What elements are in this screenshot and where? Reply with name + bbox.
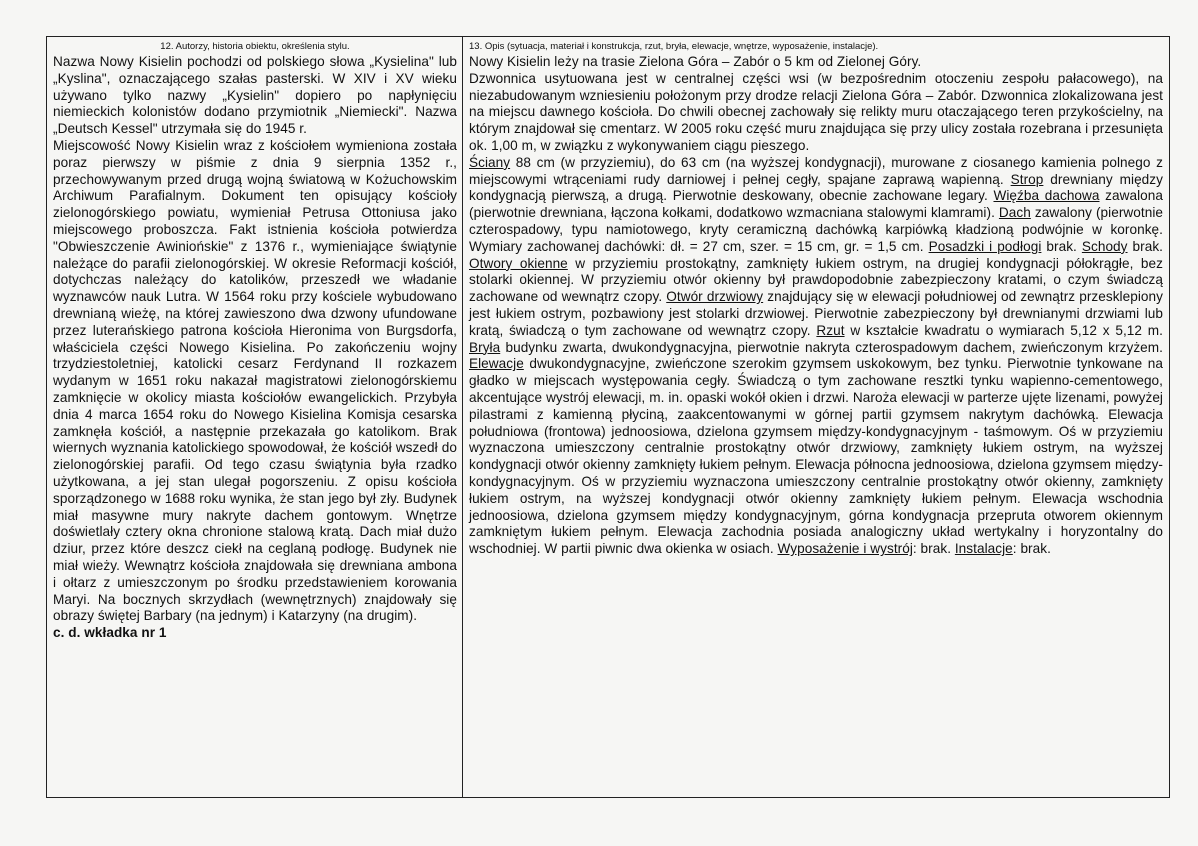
section-term: Wyposażenie i wystrój — [777, 541, 913, 557]
description-text: : brak. — [912, 541, 955, 557]
section-term: Strop — [1010, 171, 1044, 187]
section-13-body — [469, 54, 1163, 558]
section-13-description — [463, 37, 1169, 797]
section-term: Dach — [998, 205, 1031, 221]
description-text: drewniany między kondygnacją pierwszą, a drugą. Pierwotnie deskowany, obecnie zachowane legary. — [469, 171, 1163, 204]
section-term: Otwór drzwiowy — [666, 289, 764, 305]
description-text: 88 cm (w przyziemiu), do 63 cm (na wyższej kondygnacji), murowane z ciosanego kamienia polnego z miejscowymi wtrąceniami rudy darniowej i pełnej cegły, spajane zaprawą wapienną. — [469, 154, 1163, 187]
section-13-header: 13. Opis (sytuacja, materiał i konstrukcja, rzut, bryła, elewacje, wnętrze, wyposażenie, instalacje). — [469, 41, 879, 52]
situation-paragraph: Dzwonnica usytuowana jest w centralnej części wsi (w bezpośrednim otoczeniu zespołu pałacowego), na niezabudowanym wzniesieniu położonym przy drodze relacji Zielona Góra – Zabór. Dzwonnica zlokalizowana jest na miejscu dawnego kościoła. Do chwili obecnej zachowały się relikty muru otaczającego teren przykościelny, na którym znajdował się cmentarz. W 2005 roku część muru znajdująca się przy ulicy została rozebrana i przesunięta ok. 1,00 m, w związku z wykonywaniem ciągu pieszego. — [469, 70, 1163, 153]
description-text: zawalona (pierwotnie drewniana, łączona kołkami, dodatkowo wzmacniana stalowymi klamrami). — [469, 188, 1163, 221]
description-text: znajdujący się w elewacji południowej od zewnątrz przesklepiony jest łukiem ostrym, pozbawiony jest stolarki drzwiowej. Pierwotnie zabezpieczony był drewnianymi drzwiami lub kratą, świadczą o tym zachowane od wewnątrz czopy. — [469, 289, 1163, 338]
description-text: w przyziemiu prostokątny, zamknięty łukiem ostrym, na drugiej kondygnacji półokrągłe, bez stolarki okiennej. W przyziemiu otwór okienny był prawdopodobnie zabezpieczony kratami, o czym świadczą zachowane od wewnątrz czopy. — [469, 255, 1163, 305]
construction-description — [469, 155, 1163, 558]
history-paragraph-2: Miejscowość Nowy Kisielin wraz z kościołem wymieniona została poraz pierwszy w piśmie z dnia 9 sierpnia 1352 r., przechowywanym przed drugą wojną światową w Kożuchowskim Archiwum Parafialnym. Dokument ten opisujący kościoły zielonogórskiego powiatu, wymieniał Petrusa Ottoniusa jako miejscowego proboszcza. Fakt istnienia kościoła potwierdza "Obwieszczenie Awiniońskie" z 1376 r., wymieniające świątynie należące do parafii zielonogórskiej. W okresie Reformacji kościół, dotychczas należący do katolików, przeszedł we władanie wyznawców nauk Lutra. W 1564 roku przy kościele wybudowano drewnianą wieżę, na której zawieszono dwa dzwony ufundowane przez luterańskiego patrona kościoła Hieronima von Burgsdorfa, właściciela części Nowego Kisielina. Po zakończeniu wojny trzydziestoletniej, katolicki cesarz Ferdynand II rozkazem wydanym w 1651 roku nakazał magistratowi zielonogórskiemu zamknięcie w okolicy miasta kościołów ewangelickich. Przybyła dnia 4 marca 1654 roku do Nowego Kisielina Komisja cesarska zamknęła kościół, a następnie przekazała go katolikom. Brak wiernych wyznania katolickiego spowodował, że kościół wszedł do zielonogórskiej parafii. Od tego czasu świątynia była rzadko użytkowana, a jej stan ulegał pogorszeniu. Z opisu kościoła sporządzonego w 1688 roku wynika, że stan jego był zły. Budynek miał masywne mury nakryte dachem gontowym. Wnętrze doświetlały cztery okna chronione stalową kratą. Dach miał dużo dziur, przez które deszcz ciekł na ceglaną podłogę. Budynek nie miał wieży. Wewnątrz kościoła znajdowała się drewniana ambona i ołtarz z umieszczonym po środku przedstawieniem korowania Maryi. Na bocznych skrzydłach (wewnętrznych) znajdowały się obrazy świętej Barbary (na jednym) i Katarzyny (na drugim). — [53, 137, 457, 624]
description-text: dwukondygnacyjne, zwieńczone szerokim gzymsem uskokowym, bez tynku. Pierwotnie tynkowane na gładko w miejscach występowania cegły. Świadczą o tym zachowane resztki tynku wapienno-cementowego, akcentujące wystrój elewacji, m. in. opaski wokół okien i drzwi. Naroża elewacji w parterze ujęte lizenami, powyżej pilastrami z kamienną płyciną, zaakcentowanymi w górnej partii gzymsem nakrytym dachówką. Elewacja południowa (frontowa) jednoosiowa, dzielona gzymsem między-kondygnacyjnym - taśmowym. Oś w przyziemiu wyznaczona umieszczony centralnie prostokątny otwór drzwiowy, zamknięty łukiem ostrym, na wyższej kondygnacji otwór okienny zamknięty łukiem pełnym. Elewacja północna jednoosiowa, dzielona gzymsem między-kondygnacyjnym. Oś w przyziemiu wyznaczona umieszczony centralnie prostokątny otwór okienny, zamknięty łukiem ostrym, na wyższej kondygnacji otwór okienny zamknięty łukiem pełnym. Elewacja wschodnia jednoosiowa, dzielona gzymsem między kondygnacyjnym, górna kondygnacja przepruta otworem okiennym zamkniętym łukiem pełnym. Elewacja zachodnia posiada analogiczny układ wertykalny i horyzontalny do wschodniej. W partii piwnic dwa okienka w osiach. — [469, 356, 1163, 557]
description-text: brak. — [1041, 238, 1082, 254]
section-term: Więźba dachowa — [993, 188, 1100, 204]
section-term: Ściany — [469, 154, 511, 170]
form-table — [46, 36, 1170, 798]
section-term: Otwory okienne — [469, 255, 568, 271]
description-text: zawalony (pierwotnie czterospadowy, typu namiotowego, kryty ceramiczną dachówką karpiówką kładzioną podwójnie w koronkę. Wymiary zachowanej dachówki: dł. = 27 cm, szer. = 15 cm, gr. = 1,5 cm. — [469, 205, 1163, 254]
location-paragraph: Nowy Kisielin leży na trasie Zielona Góra – Zabór o 5 km od Zielonej Góry. — [469, 54, 922, 69]
section-term: Bryła — [469, 339, 501, 355]
continuation-note: c. d. wkładka nr 1 — [53, 625, 167, 641]
section-term: Instalacje — [954, 541, 1013, 557]
history-paragraph-1: Nazwa Nowy Kisielin pochodzi od polskiego słowa „Kysielina" lub „Kyslina", oznaczającego szałas pasterski. W XIV i XV wieku używano tylko nazwy „Kysielin" dopiero po napłynięciu niemieckich kolonistów dodano przymiotnik „Niemiecki". Nazwa „Deutsch Kessel" utrzymała się do 1945 r. — [53, 54, 457, 137]
description-text: w kształcie kwadratu o wymiarach 5,12 x 5,12 m. — [844, 322, 1163, 338]
section-term: Schody — [1081, 238, 1128, 254]
section-term: Rzut — [816, 322, 845, 338]
section-term: Posadzki i podłogi — [928, 238, 1042, 254]
section-12-header: 12. Autorzy, historia obiektu, określenia stylu. — [160, 41, 350, 52]
section-term: Elewacje — [469, 356, 524, 372]
description-text: : brak. — [1012, 541, 1051, 557]
description-text: brak. — [1127, 238, 1164, 254]
section-12-authors-history — [47, 37, 463, 797]
description-text: budynku zwarta, dwukondygnacyjna, pierwotnie nakryta czterospadowym dachem, zwieńczonym krzyżem. — [500, 339, 1163, 355]
section-12-body — [53, 54, 457, 642]
